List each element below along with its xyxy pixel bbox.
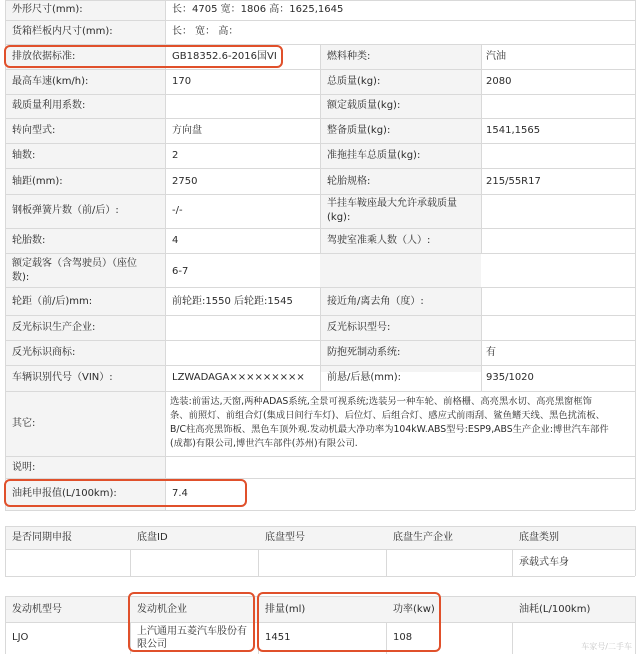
engine-cell-maker-line1: 上汽通用五菱汽车股份有: [137, 626, 247, 637]
label-total-mass: 总质量(kg):: [327, 76, 381, 87]
watermark: 车家号/二手车: [581, 642, 632, 651]
highlight-engine-maker: [128, 592, 255, 652]
label-tire-spec: 轮胎规格:: [327, 176, 371, 187]
label-dimensions: 外形尺寸(mm):: [12, 4, 83, 15]
value-other-line2: 条、前照灯、前组合灯(集成日间行车灯)、后位灯、后组合灯、感应式前雨刮、鲨鱼鳍天线、黑色扰流板、: [170, 410, 605, 421]
highlight-power: [385, 592, 441, 652]
label-track-width: 轮距（前/后)mm:: [12, 296, 93, 307]
label-overhang: 前悬/后悬(mm):: [327, 372, 402, 383]
engine-header-maker: 发动机企业: [137, 604, 187, 615]
value-other-line1: 选装:前雷达,天窗,两种ADAS系统,全景可视系统;选装另一种车轮、前格栅、高亮黑水切、高亮黑窗框饰: [170, 396, 592, 407]
value-total-mass: 2080: [486, 76, 512, 87]
label-approach-departure: 接近角/离去角（度）:: [327, 296, 424, 307]
label-rated-load: 额定载质量(kg):: [327, 100, 401, 111]
highlight-fuel-consumption: [4, 479, 247, 507]
value-abs: 有: [486, 347, 496, 358]
value-wheelbase: 2750: [172, 176, 198, 187]
value-fuel-consumption: 7.4: [172, 488, 188, 499]
label-saddle-load-line1: 半挂车鞍座最大允许承载质量: [327, 198, 457, 209]
label-rated-seats-line2: 数):: [12, 272, 30, 283]
label-other: 其它:: [12, 418, 36, 429]
chassis-header-maker: 底盘生产企业: [393, 532, 453, 543]
value-cargo-box-dimensions: 长： 宽： 高：: [172, 26, 239, 37]
value-other-line3: B/C柱高亮黑饰板、黑色车顶外观.发动机最大净功率为104kW.ABS型号:ESP9,ABS生产企业:博世汽车部件: [170, 424, 609, 435]
value-curb-weight: 1541,1565: [486, 125, 541, 136]
highlight-emission-standard: [4, 45, 283, 68]
label-curb-weight: 整备质量(kg):: [327, 125, 391, 136]
label-trailer-mass: 准拖挂车总质量(kg):: [327, 150, 421, 161]
label-reflector-maker: 反光标识生产企业:: [12, 322, 96, 333]
label-emission-standard: 排放依据标准:: [12, 51, 76, 62]
chassis-header-same-period: 是否同期申报: [12, 532, 72, 543]
label-leaf-springs: 钢板弹簧片数（前/后）:: [12, 205, 119, 216]
label-fuel-type: 燃料种类:: [327, 51, 371, 62]
label-load-utilization: 载质量利用系数:: [12, 100, 86, 111]
label-abs: 防抱死制动系统:: [327, 347, 401, 358]
chassis-header-id: 底盘ID: [137, 532, 168, 543]
chassis-header-model: 底盘型号: [265, 532, 305, 543]
engine-cell-power: 108: [393, 632, 413, 643]
engine-cell-maker-line2: 限公司: [137, 639, 167, 650]
label-reflector-brand: 反光标识商标:: [12, 347, 76, 358]
engine-cell-model: LJO: [12, 632, 29, 643]
label-cab-passengers: 驾驶室准乘人数（人）:: [327, 235, 431, 246]
value-max-speed: 170: [172, 76, 192, 87]
value-vin: LZWADAGA×××××××××: [172, 372, 305, 383]
value-fuel-type: 汽油: [486, 51, 506, 62]
engine-header-model: 发动机型号: [12, 604, 62, 615]
label-tire-count: 轮胎数:: [12, 235, 46, 246]
label-cargo-box-dimensions: 货箱栏板内尺寸(mm):: [12, 26, 113, 37]
label-saddle-load-line2: (kg):: [327, 212, 351, 223]
label-fuel-consumption: 油耗申报值(L/100km):: [12, 488, 117, 499]
engine-cell-displacement: 1451: [265, 632, 291, 643]
value-tire-spec: 215/55R17: [486, 176, 541, 187]
value-tire-count: 4: [172, 235, 179, 246]
label-remarks: 说明:: [12, 462, 36, 473]
label-vin: 车辆识别代号（VIN）:: [12, 372, 113, 383]
value-axle-count: 2: [172, 150, 179, 161]
highlight-displacement: [257, 592, 385, 652]
value-steering-type: 方向盘: [172, 125, 202, 136]
engine-header-displacement: 排量(ml): [265, 604, 306, 615]
value-rated-seats: 6-7: [172, 266, 189, 277]
value-track-width: 前轮距:1550 后轮距:1545: [172, 296, 293, 307]
label-steering-type: 转向型式:: [12, 125, 56, 136]
engine-header-power: 功率(kw): [393, 604, 435, 615]
label-axle-count: 轴数:: [12, 150, 36, 161]
engine-header-fuel-consumption: 油耗(L/100km): [519, 604, 591, 615]
value-emission-standard: GB18352.6-2016国VI: [172, 51, 277, 62]
label-wheelbase: 轴距(mm):: [12, 176, 63, 187]
value-leaf-springs: -/-: [172, 205, 183, 216]
chassis-cell-category: 承载式车身: [519, 557, 569, 568]
label-rated-seats-line1: 额定载客（含驾驶员）（座位: [12, 258, 137, 269]
chassis-header-category: 底盘类别: [519, 532, 559, 543]
value-dimensions: 长：4705 宽：1806 高：1625,1645: [172, 4, 344, 15]
value-other-line4: (成都)有限公司,博世汽车部件(苏州)有限公司.: [170, 438, 358, 449]
label-max-speed: 最高车速(km/h):: [12, 76, 89, 87]
value-overhang: 935/1020: [486, 372, 534, 383]
label-reflector-model: 反光标识型号:: [327, 322, 391, 333]
